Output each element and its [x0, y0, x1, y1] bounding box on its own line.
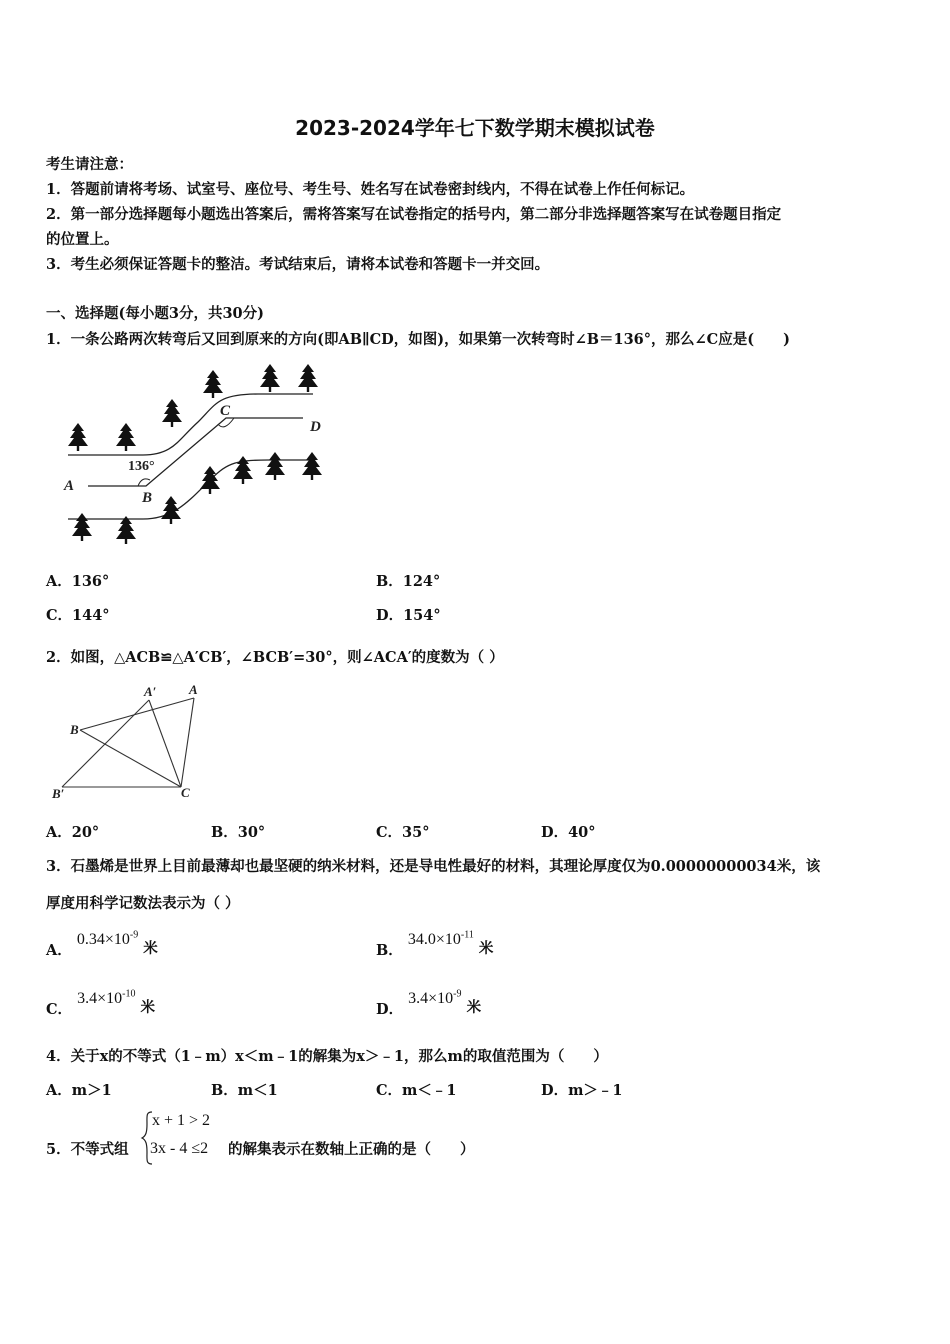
label-a: A: [64, 478, 75, 494]
q1-option-b[interactable]: B．124°: [376, 573, 441, 590]
q3-option-b[interactable]: B． $34.0\times 10^{-11}$ 米: [376, 929, 494, 959]
question-3-stem: 3．石墨烯是世界上目前最薄却也最坚硬的纳米材料，还是导电性最好的材料，其理论厚度仅为0.00000000034米，该: [46, 858, 821, 875]
question-1-stem: 1．一条公路两次转弯后又回到原来的方向(即AB∥CD，如图)，如果第一次转弯时∠B＝136°，那么∠C应是( ): [46, 331, 790, 348]
label-c: C: [181, 785, 190, 800]
q1-option-d[interactable]: D．154°: [376, 607, 441, 624]
page-title: 2023-2024学年七下数学期末模拟试卷: [295, 116, 655, 140]
label-b: B: [142, 490, 153, 506]
notice-item: 1．答题前请将考场、试室号、座位号、考生号、姓名写在试卷密封线内，不得在试卷上作任何标记。: [46, 181, 695, 198]
inequality-1: x + 1 > 2: [152, 1112, 211, 1129]
q3-option-d[interactable]: D． $3.4\times 10^{-9}$ 米: [376, 988, 482, 1018]
sci-notation: $3.4\times 10^{-10}$: [77, 988, 136, 1007]
q1-option-a[interactable]: A．136°: [46, 573, 110, 590]
question-3-stem-cont: 厚度用科学记数法表示为（ ）: [46, 895, 240, 912]
question-5-suffix: 的解集表示在数轴上正确的是（ ）: [228, 1141, 475, 1158]
sci-notation: $0.34\times 10^{-9}$: [76, 929, 139, 948]
section-heading: 一、选择题(每小题3分，共30分): [46, 305, 264, 322]
sci-notation: $34.0\times 10^{-11}$: [407, 929, 474, 948]
angle-label: 136°: [128, 459, 155, 474]
q2-option-b[interactable]: B．30°: [211, 824, 266, 841]
road-figure: [58, 362, 338, 552]
q4-option-a[interactable]: A．m＞1: [46, 1082, 112, 1099]
q4-option-b[interactable]: B．m＜1: [211, 1082, 278, 1099]
q4-option-c[interactable]: C．m＜﹣1: [376, 1082, 457, 1099]
notice-item: 2．第一部分选择题每小题选出答案后，需将答案写在试卷指定的括号内，第二部分非选择题答案写在试卷题目指定: [46, 206, 782, 223]
label-b-prime: B′: [52, 786, 65, 801]
q3-option-a[interactable]: A． $0.34\times 10^{-9}$ 米: [46, 929, 158, 959]
q2-option-d[interactable]: D．40°: [541, 824, 596, 841]
q2-option-c[interactable]: C．35°: [376, 824, 430, 841]
label-c: C: [220, 403, 231, 419]
question-2-stem: 2．如图，△ACB≌△A′CB′，∠BCB′=30°，则∠ACA′的度数为（ ）: [46, 649, 504, 666]
sci-notation: $3.4\times 10^{-9}$: [408, 988, 462, 1007]
q1-option-c[interactable]: C．144°: [46, 607, 110, 624]
question-5-prefix: 5．不等式组: [46, 1141, 129, 1158]
question-4-stem: 4．关于x的不等式（1﹣m）x＜m﹣1的解集为x＞﹣1，那么m的取值范围为（ ）: [46, 1048, 608, 1065]
label-a-prime: A′: [144, 684, 157, 699]
q4-option-d[interactable]: D．m＞﹣1: [541, 1082, 623, 1099]
q3-option-c[interactable]: C． $3.4\times 10^{-10}$ 米: [46, 988, 156, 1018]
triangle-figure: [48, 680, 218, 805]
label-d: D: [310, 419, 321, 435]
notice-heading: 考生请注意：: [46, 156, 133, 173]
q2-option-a[interactable]: A．20°: [46, 824, 100, 841]
notice-item: 3．考生必须保证答题卡的整洁。考试结束后，请将本试卷和答题卡一并交回。: [46, 256, 550, 273]
inequality-2: 3x - 4 ≤2: [150, 1140, 209, 1157]
notice-item: 的位置上。: [46, 231, 119, 248]
label-b: B: [70, 722, 79, 737]
label-a: A: [189, 682, 198, 697]
